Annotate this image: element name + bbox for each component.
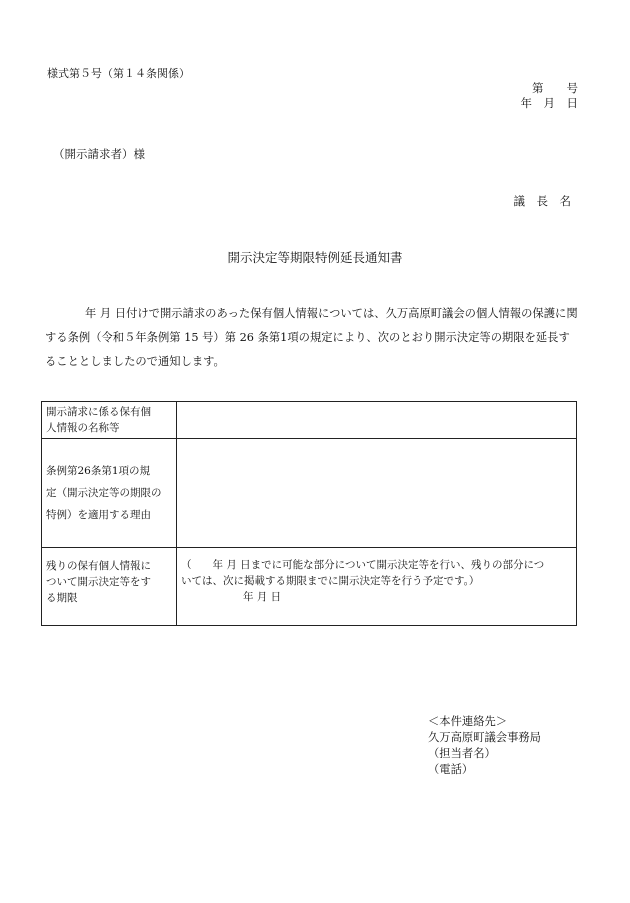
contact-phone: （電話）: [428, 763, 474, 776]
reason-label-line: 条例第26条第1項の規: [46, 465, 151, 477]
document-number: 第 号: [532, 81, 578, 95]
addressee: （開示請求者）様: [53, 147, 145, 161]
deadline-label-line: ついて開示決定等をす: [46, 576, 151, 588]
item-name-label: [42, 402, 177, 439]
chairperson-name: 議 長 名: [513, 194, 571, 208]
deadline-text-line: （ 年 月 日までに可能な部分について開示決定等を行い、残りの部分につ: [181, 559, 545, 571]
deadline-label: [42, 548, 177, 626]
table-row: [42, 402, 577, 439]
item-name-label-line: 人情報の名称等: [46, 422, 120, 434]
notice-body-text: 年 月 日付けで開示請求のあった保有個人情報については、久万高原町議会の個人情報の保護に関する条例（令和５年条例第 15 号）第 26 条第1項の規定により、次のとおり開示決定等の期限を延長することとしましたので通知します。: [45, 307, 578, 368]
deadline-label-line: る期限: [46, 592, 78, 604]
contact-heading: ＜本件連絡先＞: [428, 715, 508, 728]
document-title: 開示決定等期限特例延長通知書: [227, 250, 403, 265]
document-date: 年 月 日: [520, 96, 578, 110]
deadline-text-line: いては、次に掲載する期限までに開示決定等を行う予定です。）: [181, 575, 480, 587]
form-number: 様式第５号（第１４条関係）: [47, 67, 190, 80]
contact-block: [428, 714, 541, 778]
reason-label: [42, 439, 177, 548]
info-table: [41, 401, 577, 626]
reason-value[interactable]: [177, 439, 577, 548]
contact-person: （担当者名）: [428, 747, 496, 760]
deadline-label-line: 残りの保有個人情報に: [46, 560, 151, 572]
contact-office: 久万高原町議会事務局: [428, 731, 541, 744]
item-name-value[interactable]: [177, 402, 577, 439]
deadline-value[interactable]: [177, 548, 577, 626]
reason-label-line: 特例）を適用する理由: [46, 509, 151, 521]
table-row: [42, 548, 577, 626]
reason-label-line: 定（開示決定等の期限の: [46, 487, 162, 499]
deadline-date-line: 年 月 日: [243, 591, 282, 603]
notice-body: [45, 302, 580, 374]
item-name-label-line: 開示請求に係る保有個: [46, 406, 151, 418]
table-row: [42, 439, 577, 548]
